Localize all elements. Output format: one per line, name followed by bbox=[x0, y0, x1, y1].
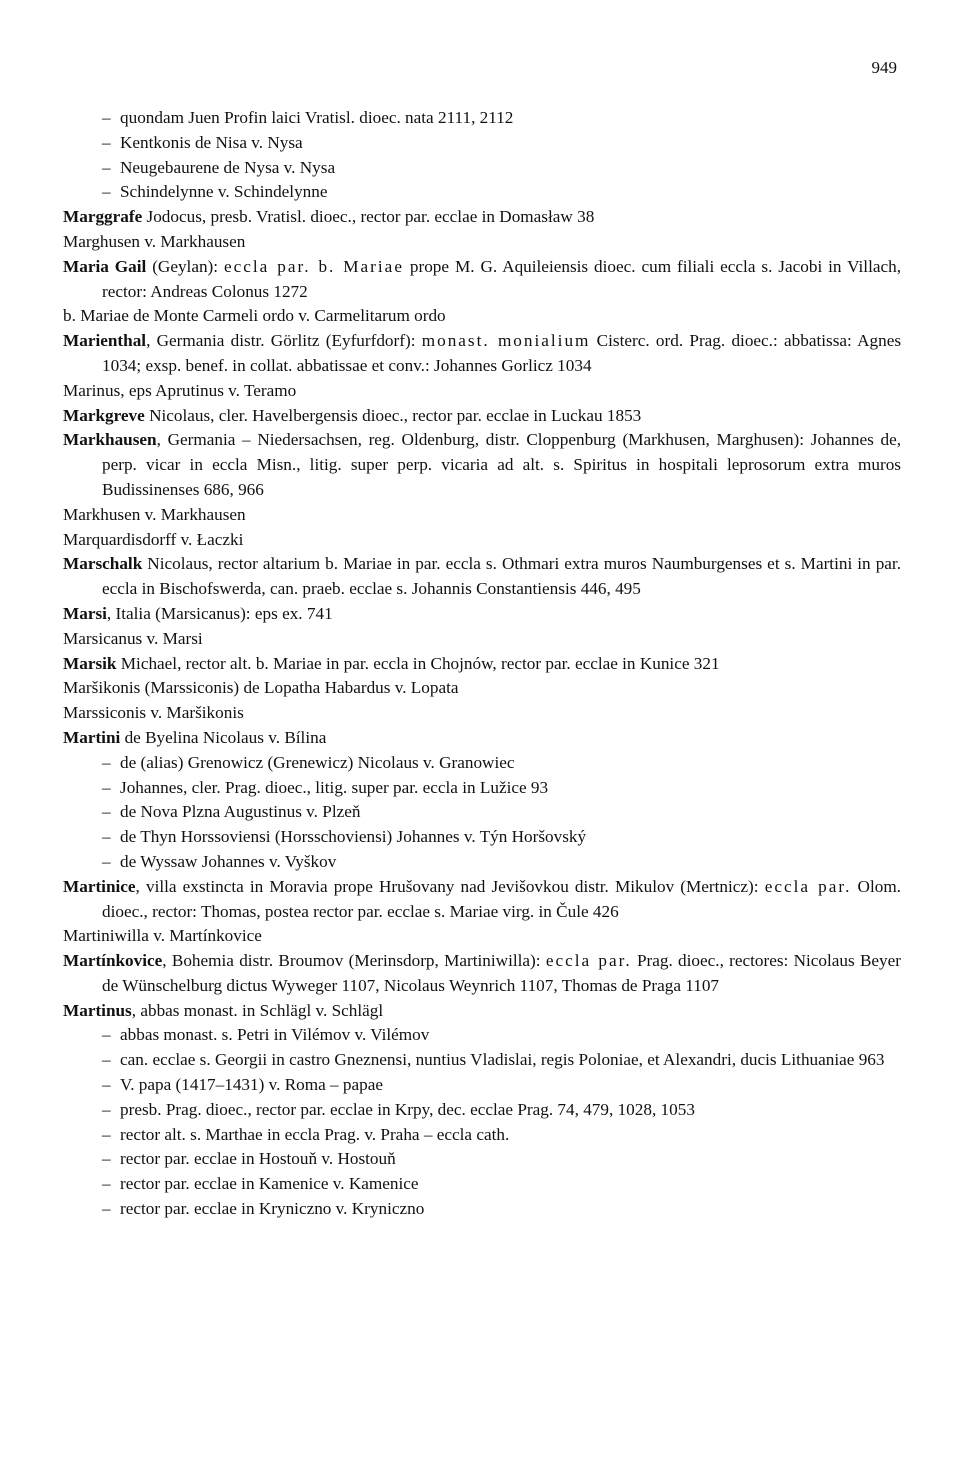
index-subentry bbox=[63, 751, 901, 776]
entry-text-continued: Olom. dioec., rector: Thomas, postea rector par. ecclae s. Mariae virg. in Čule 426 bbox=[102, 876, 901, 921]
index-entry bbox=[63, 255, 901, 305]
entry-text: Marinus, eps Aprutinus v. Teramo bbox=[63, 380, 297, 400]
index-subentry bbox=[63, 800, 901, 825]
index-subentry bbox=[63, 1048, 901, 1073]
index-entry bbox=[63, 999, 901, 1024]
entry-headword: Marggrafe bbox=[63, 207, 143, 227]
index-subentry bbox=[63, 106, 901, 131]
entry-text: , Germania – Niedersachsen, reg. Oldenburg, distr. Cloppenburg (Markhusen, Marghusen): Johannes de, perp. vicar in eccla Misn., litig. super perp. vicaria ad alt. s. Spiritus in hospitali leprosorum extra muros Budissinenses 686, 966 bbox=[102, 430, 901, 499]
entry-text: Michael, rector alt. b. Mariae in par. eccla in Chojnów, rector par. ecclae in Kunice 321 bbox=[116, 653, 720, 673]
index-subentry bbox=[63, 1123, 901, 1148]
entry-text: Markhusen v. Markhausen bbox=[63, 504, 246, 524]
index-entry bbox=[63, 329, 901, 379]
entry-headword: Martínkovice bbox=[63, 951, 163, 971]
entry-spaced-text: eccla par. bbox=[545, 951, 632, 971]
entry-headword: Maria Gail bbox=[63, 256, 147, 276]
entry-text: Marssiconis v. Maršikonis bbox=[63, 703, 244, 723]
index-subentry bbox=[63, 131, 901, 156]
entry-headword: Martini bbox=[63, 727, 121, 747]
entry-text: Marquardisdorff v. Łaczki bbox=[63, 529, 244, 549]
entry-text: V. papa (1417–1431) v. Roma – papae bbox=[120, 1075, 384, 1095]
index-entry bbox=[63, 404, 901, 429]
index-entry bbox=[63, 726, 901, 751]
entry-text: rector par. ecclae in Kryniczno v. Kryniczno bbox=[120, 1199, 425, 1219]
index-entry bbox=[63, 701, 901, 726]
index-entry bbox=[63, 627, 901, 652]
entry-text: Jodocus, presb. Vratisl. dioec., rector par. ecclae in Domasław 38 bbox=[142, 207, 595, 227]
index-subentry bbox=[63, 1197, 901, 1222]
index-entry bbox=[63, 875, 901, 925]
entry-text: de Byelina Nicolaus v. Bílina bbox=[120, 727, 327, 747]
index-entries bbox=[63, 106, 901, 1222]
entry-spaced-text: eccla par. bbox=[764, 876, 852, 896]
entry-text: Marsicanus v. Marsi bbox=[63, 628, 203, 648]
index-entry bbox=[63, 652, 901, 677]
entry-text: can. ecclae s. Georgii in castro Gneznensi, nuntius Vladislai, regis Poloniae, et Alexandri, ducis Lithuaniae 963 bbox=[120, 1050, 885, 1070]
entry-text: b. Mariae de Monte Carmeli ordo v. Carmelitarum ordo bbox=[63, 306, 446, 326]
index-entry bbox=[63, 503, 901, 528]
entry-text-continued: Cisterc. ord. Prag. dioec.: abbatissa: Agnes 1034; exsp. benef. in collat. abbatissae et conv.: Johannes Gorlicz 1034 bbox=[102, 331, 902, 375]
entry-text-continued: prope M. G. Aquileiensis dioec. cum filiali eccla s. Jacobi in Villach, rector: Andreas Colonus 1272 bbox=[102, 256, 901, 301]
entry-headword: Markhausen bbox=[63, 430, 157, 450]
index-entry bbox=[63, 379, 901, 404]
index-entry bbox=[63, 552, 901, 602]
entry-headword: Marsik bbox=[63, 653, 117, 673]
entry-text: Marghusen v. Markhausen bbox=[63, 231, 246, 251]
entry-text: Schindelynne v. Schindelynne bbox=[120, 182, 328, 202]
entry-text: rector par. ecclae in Kamenice v. Kamenice bbox=[120, 1174, 419, 1194]
entry-text: (Geylan): bbox=[146, 256, 224, 276]
index-subentry bbox=[63, 825, 901, 850]
index-entry bbox=[63, 602, 901, 627]
entry-text: Kentkonis de Nisa v. Nysa bbox=[120, 132, 303, 152]
index-entry bbox=[63, 676, 901, 701]
page-number: 949 bbox=[871, 58, 897, 77]
index-entry bbox=[63, 428, 901, 502]
entry-headword: Markgreve bbox=[63, 405, 145, 425]
index-subentry bbox=[63, 1023, 901, 1048]
index-entry bbox=[63, 304, 901, 329]
entry-text: , Germania distr. Görlitz (Eyfurfdorf): bbox=[146, 331, 422, 351]
index-subentry bbox=[63, 1172, 901, 1197]
entry-text: , villa exstincta in Moravia prope Hrušovany nad Jevišovkou distr. Mikulov (Mertnicz): bbox=[135, 876, 765, 896]
entry-text: rector alt. s. Marthae in eccla Prag. v. Praha – eccla cath. bbox=[120, 1124, 510, 1144]
index-entry bbox=[63, 924, 901, 949]
index-subentry bbox=[63, 850, 901, 875]
entry-text: Martiniwilla v. Martínkovice bbox=[63, 926, 262, 946]
index-entry bbox=[63, 205, 901, 230]
entry-text: de Nova Plzna Augustinus v. Plzeň bbox=[120, 802, 361, 822]
entry-text: quondam Juen Profin laici Vratisl. dioec. nata 2111, 2112 bbox=[120, 108, 514, 127]
index-subentry bbox=[63, 1147, 901, 1172]
entry-headword: Marschalk bbox=[63, 554, 143, 574]
entry-text: Neugebaurene de Nysa v. Nysa bbox=[120, 157, 336, 177]
entry-spaced-text: monast. monialium bbox=[421, 331, 591, 351]
index-subentry bbox=[63, 1073, 901, 1098]
entry-text: de (alias) Grenowicz (Grenewicz) Nicolaus v. Granowiec bbox=[120, 752, 515, 772]
index-subentry bbox=[63, 776, 901, 801]
index-subentry bbox=[63, 180, 901, 205]
entry-text: , Italia (Marsicanus): eps ex. 741 bbox=[106, 603, 333, 623]
index-entry bbox=[63, 528, 901, 553]
entry-text: Johannes, cler. Prag. dioec., litig. super par. eccla in Lužice 93 bbox=[120, 777, 549, 797]
entry-headword: Marsi bbox=[63, 603, 107, 623]
entry-text: Nicolaus, rector altarium b. Mariae in par. eccla s. Othmari extra muros Naumburgenses et s. Martini in par. eccla in Bischofswerda, can. praeb. ecclae s. Johannis Constantiensis 446, 495 bbox=[102, 554, 901, 599]
entry-text: , Bohemia distr. Broumov (Merinsdorp, Martiniwilla): bbox=[162, 951, 546, 971]
index-subentry bbox=[63, 156, 901, 181]
entry-text: presb. Prag. dioec., rector par. ecclae in Krpy, dec. ecclae Prag. 74, 479, 1028, 1053 bbox=[120, 1099, 695, 1119]
entry-headword: Martinus bbox=[63, 1000, 132, 1020]
entry-headword: Marienthal bbox=[63, 331, 147, 351]
entry-spaced-text: eccla par. b. Mariae bbox=[224, 256, 404, 276]
index-entry bbox=[63, 230, 901, 255]
index-entry bbox=[63, 949, 901, 999]
entry-text: Maršikonis (Marssiconis) de Lopatha Habardus v. Lopata bbox=[63, 678, 459, 698]
entry-text: , abbas monast. in Schlägl v. Schlägl bbox=[131, 1000, 384, 1020]
entry-text: de Thyn Horssoviensi (Horsschoviensi) Johannes v. Týn Horšovský bbox=[120, 827, 587, 847]
entry-text: Nicolaus, cler. Havelbergensis dioec., rector par. ecclae in Luckau 1853 bbox=[144, 405, 642, 425]
entry-headword: Martinice bbox=[63, 876, 136, 896]
entry-text: abbas monast. s. Petri in Vilémov v. Vilémov bbox=[120, 1025, 430, 1045]
index-subentry bbox=[63, 1098, 901, 1123]
entry-text-continued: Prag. dioec., rectores: Nicolaus Beyer de Wünschelburg dictus Wyweger 1107, Nicolaus Weynrich 1107, Thomas de Praga 1107 bbox=[102, 951, 902, 995]
entry-text: rector par. ecclae in Hostouň v. Hostouň bbox=[120, 1149, 396, 1169]
entry-text: de Wyssaw Johannes v. Vyškov bbox=[120, 851, 337, 871]
